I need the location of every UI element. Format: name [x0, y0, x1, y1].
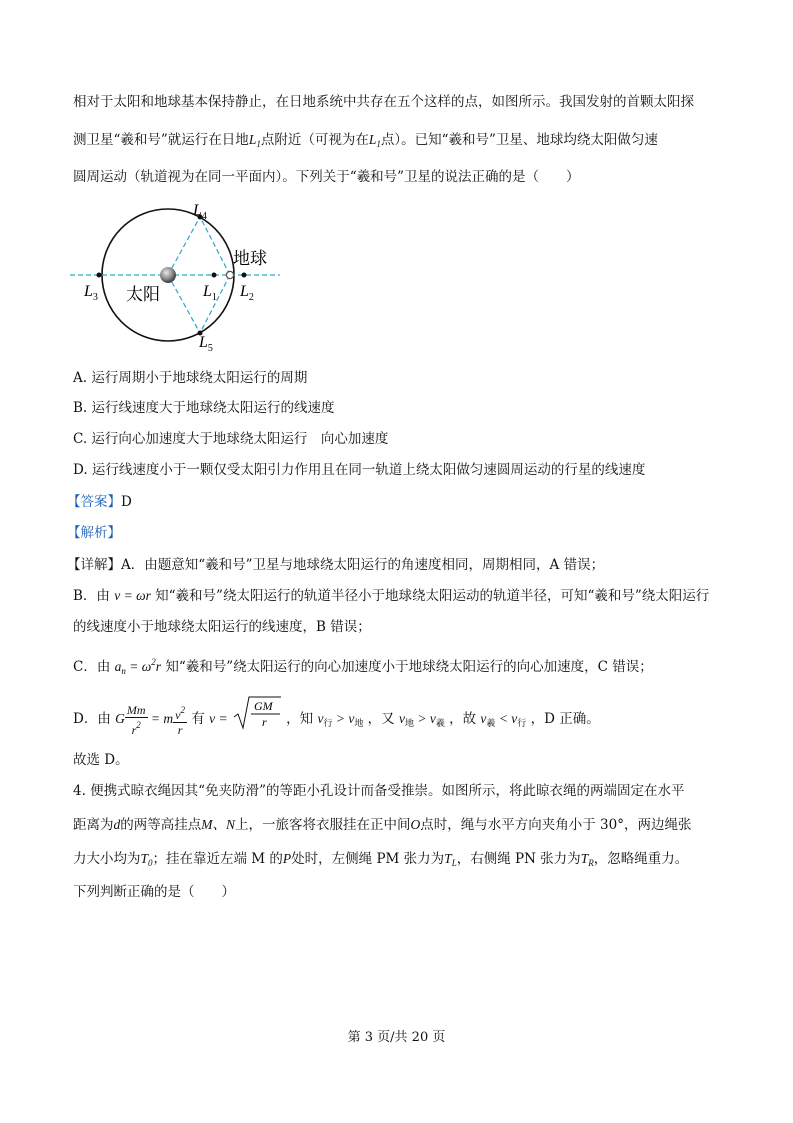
text: 力大小均为 — [73, 851, 141, 867]
q4-line-2 — [73, 815, 691, 835]
sun — [160, 267, 176, 283]
analysis-label — [67, 523, 121, 543]
text: B. 运行线速度大于地球绕太阳运行的线速度 — [73, 400, 335, 416]
text: A. 运行周期小于地球绕太阳运行的周期 — [73, 370, 308, 386]
fraction-mm-r2: $\frac{Mm}{r^2}$ — [126, 702, 146, 737]
text: 处时，左侧绳 PM 张力为 — [291, 851, 445, 867]
sqrt-gm-r — [232, 695, 282, 744]
label-l5: $L_5$ — [199, 334, 213, 354]
formula-gravity: G — [115, 711, 125, 726]
text: ，D 正确。 — [530, 711, 600, 727]
formula-a-omega2-r: $a_n = \omega^2r$ — [114, 657, 162, 676]
q4-line-4 — [73, 882, 235, 902]
label-earth: 地球 — [233, 249, 267, 269]
label-sun: 太阳 — [126, 285, 160, 305]
earth — [226, 271, 233, 278]
text: ，知 — [286, 711, 314, 727]
text: 相对于太阳和地球基本保持静止，在日地系统中共存在五个这样的点，如图所示。我国发射的首颗太阳探 — [73, 94, 694, 110]
option-c — [73, 429, 388, 449]
detail-b-line-2 — [73, 617, 371, 637]
conclusion — [73, 750, 129, 770]
point-l1 — [212, 273, 217, 278]
label-l2: $L_2$ — [240, 283, 254, 303]
sun-to-l4 — [168, 217, 200, 275]
question-text-line-2 — [73, 130, 658, 154]
text: 知“羲和号”绕太阳运行的向心加速度小于地球绕太阳运行的向心加速度，C 错误； — [165, 659, 653, 675]
symbol-o: O — [410, 817, 421, 832]
text: 4. 便携式晾衣绳因其“免夹防滑”的等距小孔设计而备受推崇。如图所示，将此晾衣绳的两端固定在水平 — [73, 783, 685, 799]
formula-v-omega-r: v = ωr — [114, 588, 151, 603]
text: ；挂在靠近左端 M 的 — [152, 851, 283, 867]
text: 下列判断正确的是（ ） — [73, 884, 235, 900]
l1-symbol: $L_1$ — [368, 132, 381, 149]
text: B．由 — [73, 588, 110, 604]
text: 点附近（可视为在 — [260, 132, 369, 148]
text: 有 — [191, 711, 205, 727]
l1-symbol: $L_1$ — [248, 132, 261, 149]
text: 【解析】 — [67, 525, 121, 541]
text: 测卫星“羲和号”就运行在日地 — [73, 132, 249, 148]
page-footer: 第 3 页/共 20 页 — [347, 1030, 446, 1045]
text: 上，一旅客将衣服挂在正中间 — [235, 817, 411, 833]
text: 点时，绳与水平方向夹角小于 30°，两边绳张 — [420, 817, 692, 833]
earth-to-l4 — [200, 217, 230, 275]
symbol-mn: M、N — [201, 817, 235, 832]
text: ，故 — [449, 711, 477, 727]
text: 的两等高挂点 — [120, 817, 202, 833]
svg-text:r: r — [261, 715, 267, 729]
svg-text:GM: GM — [253, 699, 273, 713]
text: 圆周运动（轨道视为在同一平面内）。下列关于“羲和号”卫星的说法正确的是（ ） — [73, 169, 580, 185]
detail-a — [67, 555, 604, 575]
option-a — [73, 368, 307, 388]
symbol-d: d — [113, 817, 121, 832]
q4-line-3 — [73, 849, 688, 873]
text: 距离为 — [73, 817, 114, 833]
label-l1: $L_1$ — [203, 283, 217, 303]
option-d — [73, 460, 645, 480]
text: 【详解】A．由题意知“羲和号”卫星与地球绕太阳运行的角速度相同，周期相同，A 错误； — [67, 557, 605, 573]
fraction-v2-r: $\frac{v^2}{r}$ — [175, 704, 185, 737]
text: ，又 — [367, 711, 395, 727]
detail-d: D．由 G $\frac{Mm}{r^2}$ = m $\frac{v^2}{r}$ 有 v = GM r ，知 $v_行 > v_地$ ，又 $v_地 > v_羲$ ，故 $v_羲 < v_行$ ，D 正确。 — [73, 695, 600, 744]
label-l3: $L_3$ — [84, 283, 98, 303]
text: ，忽略绳重力。 — [593, 851, 689, 867]
compare-v-xi-v-xing: $v_羲 < v_行$ — [480, 711, 527, 728]
compare-v-xing-v-di: $v_行 > v_地$ — [317, 711, 364, 728]
option-b — [73, 398, 335, 418]
answer-line — [67, 492, 132, 512]
question-text-line-1 — [73, 92, 694, 112]
point-l3 — [97, 273, 102, 278]
symbol-p: P — [282, 851, 292, 866]
text: D. 运行线速度小于一颗仅受太阳引力作用且在同一轨道上绕太阳做匀速圆周运动的行星的线速度 — [73, 462, 646, 478]
label-l4: $L_4$ — [193, 202, 207, 222]
question-text-line-3 — [73, 167, 580, 187]
symbol-tr: $T_R$ — [580, 851, 594, 868]
text: D．由 — [73, 711, 111, 727]
text: 故选 D。 — [73, 752, 129, 768]
symbol-t0: $T_0$ — [140, 851, 153, 868]
text: 点）。已知“羲和号”卫星、地球均绕太阳做匀速 — [380, 132, 658, 148]
answer-label: 【答案】 — [67, 494, 121, 510]
answer-value: D — [121, 494, 132, 510]
point-l2 — [242, 273, 247, 278]
symbol-tl: $T_L$ — [444, 851, 457, 868]
formula-v-sqrt: v = — [209, 711, 228, 726]
text: ，右侧绳 PN 张力为 — [456, 851, 581, 867]
q4-line-1 — [73, 781, 684, 801]
detail-c — [73, 652, 653, 681]
text: C．由 — [73, 659, 111, 675]
text: 的线速度小于地球绕太阳运行的线速度，B 错误； — [73, 619, 371, 635]
detail-b-line-1 — [73, 586, 709, 606]
text: C. 运行向心加速度大于地球绕太阳运行 向心加速度 — [73, 431, 389, 447]
text: 知“羲和号”绕太阳运行的轨道半径小于地球绕太阳运动的轨道半径，可知“羲和号”绕太阳运行 — [155, 588, 710, 604]
lagrange-point-diagram — [68, 200, 288, 355]
compare-v-di-v-xi: $v_地 > v_羲$ — [398, 711, 445, 728]
sun-to-l5 — [168, 275, 200, 333]
